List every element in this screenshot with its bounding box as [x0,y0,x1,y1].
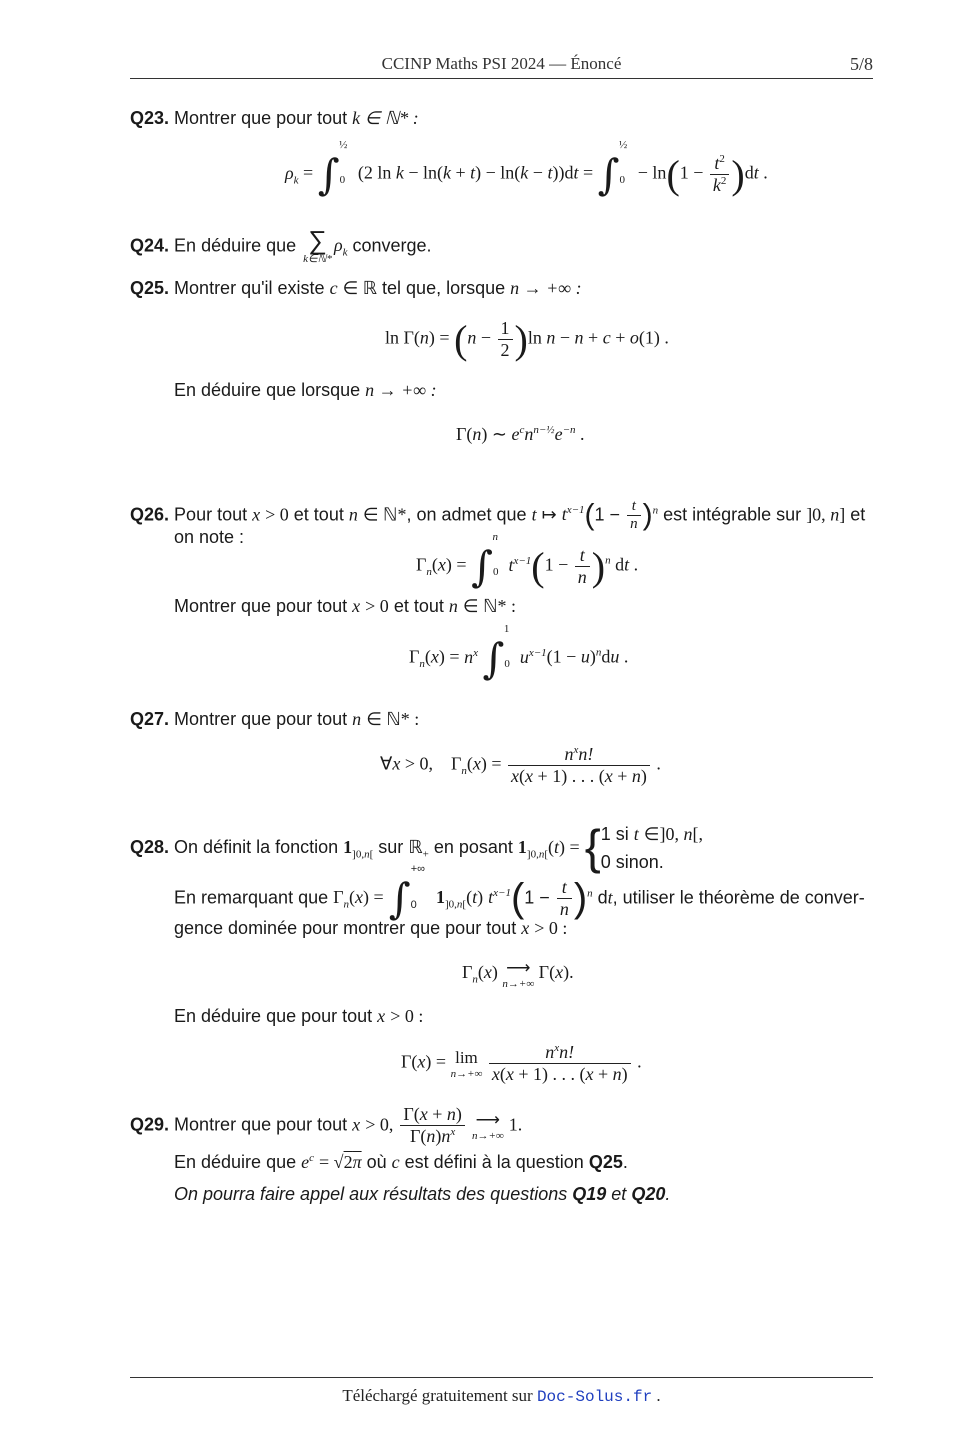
page-footer: Téléchargé gratuitement sur Doc-Solus.fr . [342,1386,661,1406]
q25-mid: tel que, lorsque [382,278,506,298]
footer-text: Téléchargé gratuitement sur [342,1386,533,1405]
q23-text: Montrer que pour tout [174,108,348,128]
q26-on-note: on note : [174,527,245,547]
q26-text-c: , on admet que [406,504,527,525]
q28-case2: 0 sinon. [600,852,664,872]
q25-deduce-text: En déduire que lorsque [174,380,361,400]
q27-text: Montrer que pour tout [174,709,348,729]
q26-equation-2: $\Gamma_n(x) = n^x$ $\int_0^1$ $u^{x-1}(1 - u)^ndu$ . [409,622,629,683]
q25-deduce-tail: n → +∞ : [365,380,437,400]
q28-deduce-text: En déduire que pour tout [174,1006,373,1026]
q28-case1: 1 si [600,824,629,844]
q28-remark-tail: , utiliser le théorème de conver- [612,887,865,908]
q26-text-e: et [850,504,866,525]
q26-show-text: Montrer que pour tout [174,596,348,616]
q29-hint-text: On pourra faire appel aux résultats des questions [174,1184,568,1204]
q23-statement [130,108,419,129]
q25-statement: Q25. Montrer qu'il existe c ∈ ℝ tel que, lorsque n → +∞ : [130,278,582,298]
q28-gauss-formula: Γ(x) = lim n→+∞ $\frac{n^xn!}{x(x + 1) . . . (x + n)}$ . [401,1042,642,1084]
q26-text-d: est intégrable sur [663,504,802,525]
q28-statement: Q28. On définit la fonction $1_{]0,n[}$ sur ℝ$_+$ en posant $1_{]0,n[}(t) = \{1$ si t ∈]0, n[, 0 sinon. [130,821,703,875]
q28-remark-line2: gence dominée pour montrer que pour tout x > 0 : [174,918,568,938]
q29-hint-q20: Q20 [631,1184,666,1204]
q28-remark-text: En remarquant que [174,887,329,908]
q29-statement: Q29. Montrer que pour tout x > 0, $\frac{\Gamma(x + n)}{\Gamma(n)n^x}$ ⟶ n→+∞ 1. [130,1104,523,1146]
q29-hint-q19: Q19 [572,1184,607,1204]
q29-label: Q29. [130,1114,170,1135]
document-title: CCINP Maths PSI 2024 — Énoncé [381,54,622,73]
q28-text-b: sur [378,836,404,857]
q26-text-b: et tout [293,504,344,525]
q25-equation-2: Γ(n) ∼ $e^cn^{n-\frac{1}{2}}e^{-n}$ . [456,424,585,444]
q29-text: Montrer que pour tout [174,1114,348,1135]
q26-show: Montrer que pour tout x > 0 et tout n ∈ ℕ* : [174,596,516,616]
q25-label: Q25. [130,278,170,298]
q23-cond: k ∈ ℕ* : [352,108,419,128]
q29-deduce-tail: est défini à la question [404,1152,584,1172]
q28-remark: En remarquant que $\Gamma_n(x) = \int_0^{+\infty}$ $1_{]0,n[}(t) t^{x-1}(1$ − $\frac{t}{n}$ )$^n$ dt, utiliser le théorème de conver- [174,863,865,923]
q25-equation-1: ln Γ(n) = (n − $\frac{1}{2}$ )ln n − n + c + o(1) . [385,317,669,362]
q23-label: Q23. [130,108,170,128]
q27-equation: ∀x > 0, $\Gamma_n(x)$ = $\frac{n^xn!}{x(x + 1) . . . (x + n)}$ . [380,744,661,786]
q29-hint-and: et [611,1184,627,1204]
q26-statement: Q26. Pour tout x > 0 et tout n ∈ ℕ*, on admet que t ↦ $t^{x-1}(1$ − $\frac{t}{n}$ )$^n$ est intégrable sur ]0, n] et [130,498,866,532]
q25-cond-tail: n → +∞ : [510,278,582,298]
q24-tail: converge. [352,235,432,256]
q25-deduce [174,380,437,401]
q26-show-b: et tout [393,596,444,616]
q27-statement: Q27. Montrer que pour tout n ∈ ℕ* : [130,709,420,729]
q28-text-a: On définit la fonction [174,836,339,857]
q27-label: Q27. [130,709,170,729]
q29-hint: On pourra faire appel aux résultats des questions Q19 et Q20. [174,1184,671,1204]
q29-ref: Q25 [588,1152,623,1172]
footer-divider [130,1377,873,1378]
q28-remark-line2-text: gence dominée pour montrer que pour tout [174,918,517,938]
q24-statement: Q24. En déduire que ∑ k∈ℕ* $\rho_k$ converge. [130,225,432,265]
q28-label: Q28. [130,836,170,857]
q26-label: Q26. [130,504,170,525]
q29-deduce: En déduire que $e^c = √2\pi$ où c est défini à la question Q25. [174,1152,628,1172]
q29-deduce-text: En déduire que [174,1152,297,1172]
q24-label: Q24. [130,235,170,256]
q29-deduce-mid: où [366,1152,387,1172]
q26-text-a: Pour tout [174,504,248,525]
footer-link[interactable]: Doc-Solus.fr [536,1388,653,1406]
q26-equation-1: $\Gamma_n(x) = \int_0^n$ $t^{x-1}(1$ − $\frac{t}{n}$ )$^n$ dt . [416,530,639,591]
q28-limit-equation: $\Gamma_n(x)$ ⟶ n→+∞ Γ(x). [462,958,574,990]
q23-equation: $\rho_k = \int_0^{\frac{1}{2}}$ (2 $\ln k - \ln(k + t) - \ln(k - t))dt = \int_0^{\frac{1}{2}} - \ln(1$ − $\frac{t^2}{k^2}$ )dt . [285,138,768,199]
q28-deduce: En déduire que pour tout x > 0 : [174,1006,424,1026]
q25-text: Montrer qu'il existe [174,278,325,298]
q28-text-c: en posant [433,836,513,857]
page-number: 5/8 [849,54,873,74]
q24-text: En déduire que [174,235,297,256]
page-header [130,54,873,79]
